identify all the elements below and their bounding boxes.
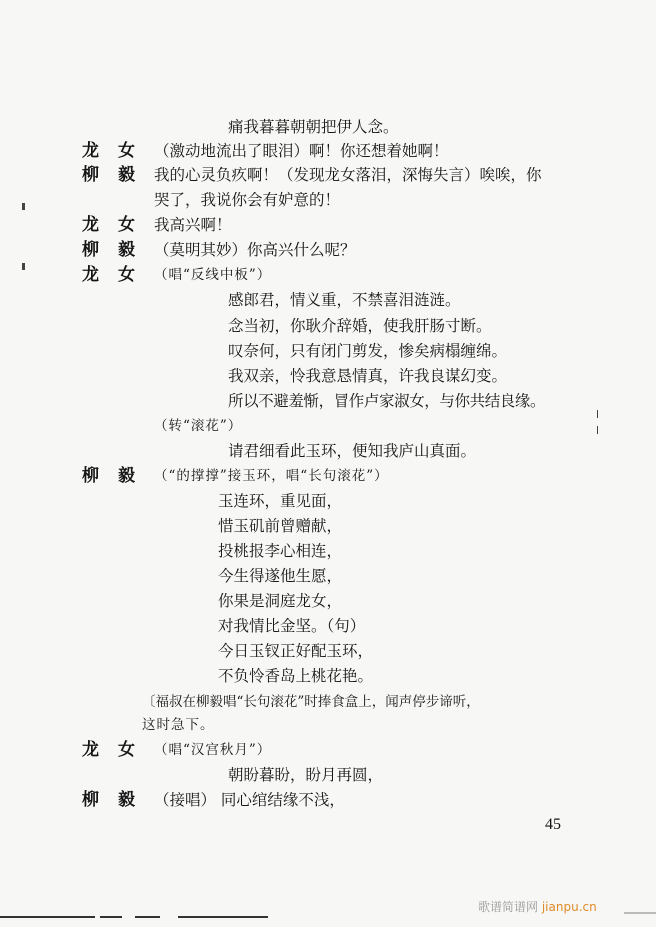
- lyric-line: 痛我暮暮朝朝把伊人念。: [228, 118, 399, 136]
- speaker-name: 柳: [82, 165, 99, 185]
- speaker-name: 柳: [82, 240, 99, 260]
- dialogue-line: （莫明其妙）你高兴什么呢？: [154, 241, 356, 259]
- watermark-en: jianpu.cn: [541, 900, 597, 914]
- speaker-name: 女: [118, 215, 135, 235]
- speaker-name: 龙: [82, 740, 99, 760]
- lyric-line: 惜玉矶前曾赠献，: [218, 517, 343, 535]
- lyric-line: 今生得遂他生愿，: [218, 567, 343, 585]
- scan-edge-line: [100, 916, 122, 918]
- speaker-name: 龙: [82, 265, 99, 285]
- stage-direction: （转“滚花”）: [154, 418, 243, 434]
- lyric-line: 朝盼暮盼，盼月再圆，: [228, 766, 384, 784]
- speaker-name: 柳: [82, 466, 99, 486]
- speaker-name: 毅: [118, 790, 135, 810]
- dialogue-line: （接唱） 同心绾结缘不浅，: [154, 791, 345, 809]
- scan-edge-line: [624, 912, 656, 914]
- watermark-cn: 歌谱简谱网: [478, 900, 539, 914]
- stage-direction: 这时急下。: [142, 717, 215, 733]
- lyric-line: 叹奈何，只有闭门剪发，惨矣病榻缠绵。: [228, 342, 508, 360]
- dialogue-line: 我高兴啊！: [154, 216, 232, 234]
- scan-edge-line: [135, 916, 160, 918]
- scan-speck: [597, 426, 598, 434]
- speaker-name: 柳: [82, 790, 99, 810]
- scan-edge-line: [0, 916, 95, 918]
- speaker-name: 女: [118, 141, 135, 161]
- speaker-name: 龙: [82, 215, 99, 235]
- scan-speck: [22, 263, 25, 270]
- scan-edge-line: [178, 916, 268, 918]
- lyric-line: 所以不避羞惭，冒作卢家淑女，与你共结良缘。: [228, 392, 546, 410]
- speaker-name: 毅: [118, 466, 135, 486]
- stage-direction: 〔福叔在柳毅唱“长句滚花”时捧食盒上，闻声停步谛听，: [142, 694, 480, 710]
- speaker-name: 毅: [118, 165, 135, 185]
- lyric-line: 投桃报李心相连，: [218, 542, 343, 560]
- speaker-name: 女: [118, 265, 135, 285]
- scan-speck: [597, 410, 598, 418]
- lyric-line: 请君细看此玉环，便知我庐山真面。: [228, 442, 477, 460]
- speaker-name: 女: [118, 740, 135, 760]
- stage-direction: （唱“反线中板”）: [154, 267, 272, 283]
- watermark: [478, 898, 597, 915]
- lyric-line: 我双亲，怜我意恳情真，许我良谋幻变。: [228, 367, 508, 385]
- dialogue-line: 我的心灵负疚啊！（发现龙女落泪，深悔失言）唉唉，你: [154, 166, 542, 184]
- lyric-line: 感郎君，情义重，不禁喜泪涟涟。: [228, 291, 461, 309]
- lyric-line: 玉连环，重见面，: [218, 492, 343, 510]
- stage-direction: （“的撑撑”接玉环，唱“长句滚花”）: [154, 468, 389, 484]
- lyric-line: 不负怜香岛上桃花艳。: [218, 667, 374, 685]
- speaker-name: 龙: [82, 141, 99, 161]
- lyric-line: 今日玉钗正好配玉环，: [218, 642, 374, 660]
- stage-direction: （唱“汉宫秋月”）: [154, 742, 272, 758]
- lyric-line: 对我情比金坚。（句）: [218, 617, 366, 635]
- dialogue-line: （激动地流出了眼泪）啊！你还想着她啊！: [154, 142, 449, 160]
- dialogue-line: 哭了，我说你会有妒意的！: [154, 191, 341, 209]
- lyric-line: 你果是洞庭龙女，: [218, 592, 343, 610]
- scan-speck: [22, 203, 25, 210]
- speaker-name: 毅: [118, 240, 135, 260]
- page-number: 45: [545, 816, 561, 833]
- lyric-line: 念当初，你耿介辞婚，使我肝肠寸断。: [228, 317, 492, 335]
